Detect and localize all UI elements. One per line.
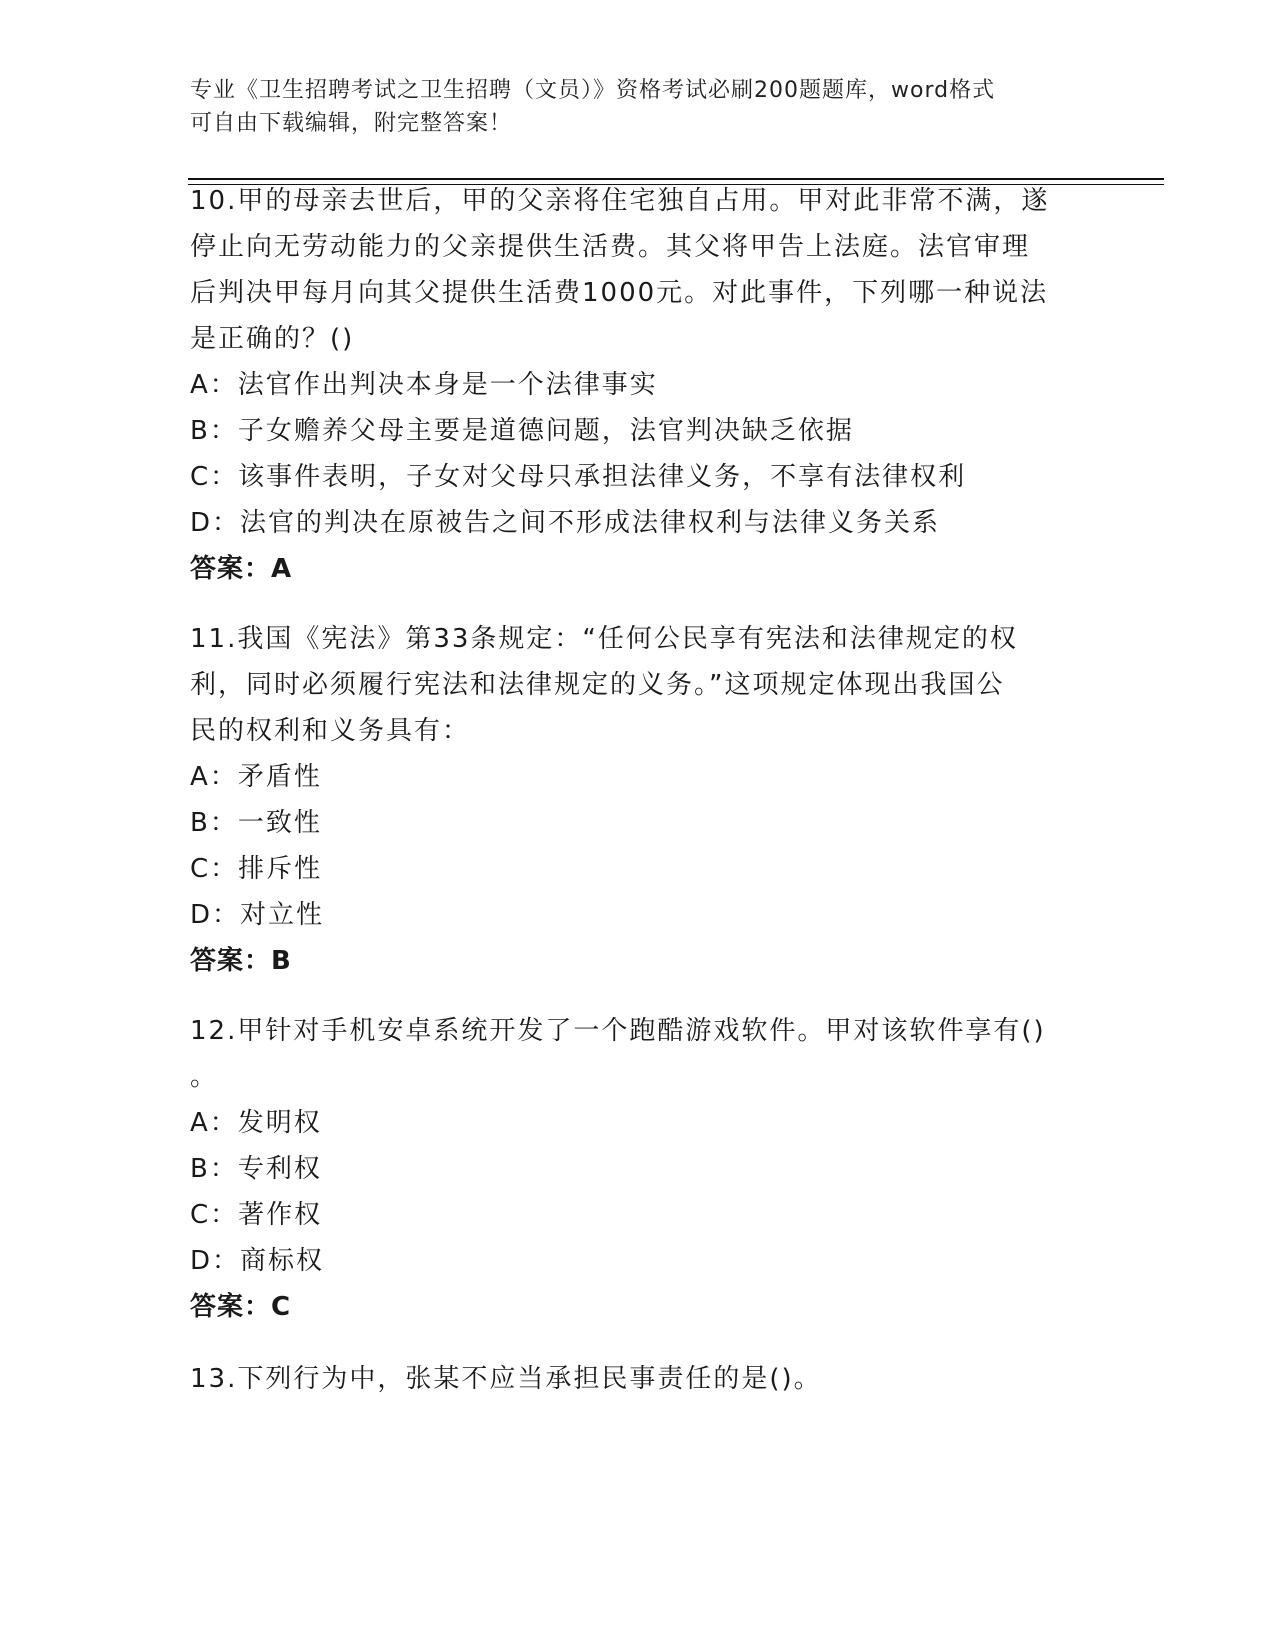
header-title-line-2: 可自由下载编辑，附完整答案！ — [190, 111, 513, 136]
question-text-line: 12.甲针对手机安卓系统开发了一个跑酷游戏软件。甲对该软件享有() — [190, 1016, 1046, 1046]
question-10 — [190, 178, 1090, 592]
option-d: D：法官的判决在原被告之间不形成法律权利与法律义务关系 — [190, 508, 941, 538]
answer-label: 答案：B — [190, 946, 292, 976]
question-text-line: 11.我国《宪法》第33条规定：“任何公民享有宪法和法律规定的权 — [190, 624, 1018, 654]
question-11 — [190, 616, 1090, 984]
question-text-line: 13.下列行为中，张某不应当承担民事责任的是()。 — [190, 1364, 822, 1394]
question-text-line: 。 — [190, 1062, 219, 1092]
answer-label: 答案：C — [190, 1292, 292, 1322]
question-text-line: 是正确的？() — [190, 324, 355, 354]
question-13 — [190, 1356, 1090, 1402]
option-a: A：法官作出判决本身是一个法律事实 — [190, 370, 658, 400]
question-text-line: 10.甲的母亲去世后，甲的父亲将住宅独自占用。甲对此非常不满，遂 — [190, 186, 1050, 216]
document-header — [190, 74, 1090, 140]
option-b: B：专利权 — [190, 1154, 322, 1184]
question-text-line: 后判决甲每月向其父提供生活费1000元。对此事件，下列哪一种说法 — [190, 278, 1049, 308]
question-12 — [190, 1008, 1090, 1330]
option-b: B：一致性 — [190, 808, 322, 838]
option-b: B：子女赡养父母主要是道德问题，法官判决缺乏依据 — [190, 416, 854, 446]
question-text-line: 民的权利和义务具有： — [190, 716, 471, 746]
option-a: A：发明权 — [190, 1108, 322, 1138]
option-c: C：该事件表明，子女对父母只承担法律义务，不享有法律权利 — [190, 462, 967, 492]
option-c: C：排斥性 — [190, 854, 323, 884]
question-text-line: 停止向无劳动能力的父亲提供生活费。其父将甲告上法庭。法官审理 — [190, 232, 1031, 262]
option-d: D：对立性 — [190, 900, 325, 930]
option-c: C：著作权 — [190, 1200, 323, 1230]
question-text-line: 利，同时必须履行宪法和法律规定的义务。”这项规定体现出我国公 — [190, 670, 1005, 700]
option-d: D：商标权 — [190, 1246, 325, 1276]
answer-label: 答案：A — [190, 554, 293, 584]
option-a: A：矛盾性 — [190, 762, 322, 792]
header-title-line-1: 专业《卫生招聘考试之卫生招聘（文员）》资格考试必刷200题题库，word格式 — [190, 78, 996, 103]
